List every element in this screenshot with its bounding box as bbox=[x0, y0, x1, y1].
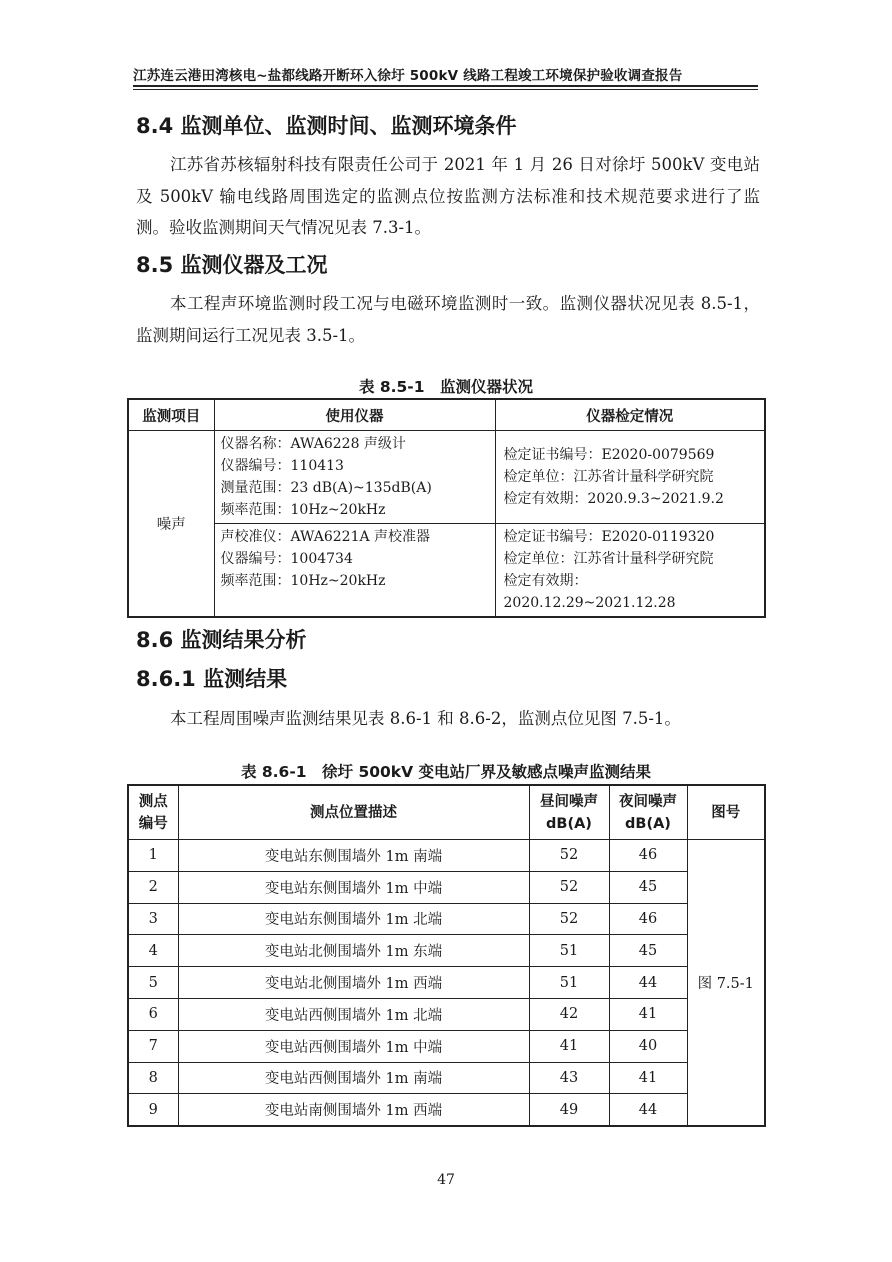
calibration-line: 检定有效期：2020.9.3~2021.9.2 bbox=[503, 491, 724, 507]
table-row bbox=[128, 935, 765, 967]
instrument-table bbox=[127, 398, 766, 618]
instrument-line: 测量范围：23 dB(A)~135dB(A) bbox=[220, 480, 432, 496]
table-row bbox=[128, 524, 765, 618]
night-noise: 45 bbox=[609, 871, 687, 903]
monitoring-item: 噪声 bbox=[128, 431, 214, 618]
day-noise: 41 bbox=[529, 1030, 609, 1062]
column-header-id: 测点 编号 bbox=[128, 785, 178, 840]
column-header-day: 昼间噪声 dB(A) bbox=[529, 785, 609, 840]
table-row bbox=[128, 998, 765, 1030]
point-id: 5 bbox=[128, 967, 178, 999]
table-row bbox=[128, 871, 765, 903]
section-paragraph-8-6-1: 本工程周围噪声监测结果见表 8.6-1 和 8.6-2，监测点位见图 7.5-1。 bbox=[170, 709, 681, 728]
instrument-line: 仪器编号：110413 bbox=[220, 458, 344, 474]
running-header: 江苏连云港田湾核电~盐都线路开断环入徐圩 500kV 线路工程竣工环境保护验收调查报告 bbox=[133, 68, 683, 84]
section-heading-8-5: 8.5 监测仪器及工况 bbox=[136, 253, 328, 277]
calibration-line: 检定有效期：2020.12.29~2021.12.28 bbox=[503, 573, 676, 611]
point-description: 变电站南侧围墙外 1m 西端 bbox=[178, 1094, 529, 1126]
day-noise: 43 bbox=[529, 1062, 609, 1094]
day-noise: 42 bbox=[529, 998, 609, 1030]
night-noise: 40 bbox=[609, 1030, 687, 1062]
day-noise: 52 bbox=[529, 903, 609, 935]
figure-reference: 图 7.5-1 bbox=[687, 840, 765, 1127]
day-noise: 52 bbox=[529, 840, 609, 872]
column-header-desc: 测点位置描述 bbox=[178, 785, 529, 840]
calibration-cell bbox=[495, 524, 765, 618]
night-noise: 41 bbox=[609, 998, 687, 1030]
table-header-row bbox=[128, 785, 765, 840]
day-noise: 49 bbox=[529, 1094, 609, 1126]
day-noise: 51 bbox=[529, 967, 609, 999]
instrument-line: 仪器编号：1004734 bbox=[220, 551, 353, 567]
night-noise: 45 bbox=[609, 935, 687, 967]
day-noise: 52 bbox=[529, 871, 609, 903]
night-noise: 46 bbox=[609, 840, 687, 872]
point-description: 变电站西侧围墙外 1m 中端 bbox=[178, 1030, 529, 1062]
point-id: 8 bbox=[128, 1062, 178, 1094]
column-header-night: 夜间噪声 dB(A) bbox=[609, 785, 687, 840]
calibration-line: 检定证书编号：E2020-0119320 bbox=[503, 529, 715, 545]
calibration-line: 检定证书编号：E2020-0079569 bbox=[503, 447, 715, 463]
point-description: 变电站北侧围墙外 1m 东端 bbox=[178, 935, 529, 967]
point-description: 变电站西侧围墙外 1m 南端 bbox=[178, 1062, 529, 1094]
calibration-cell bbox=[495, 431, 765, 524]
table-row bbox=[128, 1062, 765, 1094]
night-noise: 44 bbox=[609, 1094, 687, 1126]
calibration-line: 检定单位：江苏省计量科学研究院 bbox=[503, 469, 714, 485]
point-description: 变电站东侧围墙外 1m 北端 bbox=[178, 903, 529, 935]
night-noise: 46 bbox=[609, 903, 687, 935]
noise-results-table bbox=[127, 784, 766, 1127]
column-header-figure: 图号 bbox=[687, 785, 765, 840]
header-rule-thin bbox=[133, 89, 758, 90]
table-caption-8-6-1: 表 8.6-1 徐圩 500kV 变电站厂界及敏感点噪声监测结果 bbox=[240, 763, 652, 781]
night-noise: 41 bbox=[609, 1062, 687, 1094]
table-row bbox=[128, 1030, 765, 1062]
column-header: 仪器检定情况 bbox=[495, 399, 765, 431]
section-paragraph-8-4: 江苏省苏核辐射科技有限责任公司于 2021 年 1 月 26 日对徐圩 500kV 变电站及 500kV 输电线路周围选定的监测点位按监测方法标准和技术规范要求进行了监测。验收监测期间天气情况见表 7.3-1。 bbox=[136, 155, 760, 237]
column-header: 监测项目 bbox=[128, 399, 214, 431]
section-heading-8-6: 8.6 监测结果分析 bbox=[136, 628, 307, 652]
point-id: 9 bbox=[128, 1094, 178, 1126]
instrument-cell bbox=[214, 524, 495, 618]
point-id: 2 bbox=[128, 871, 178, 903]
section-heading-8-4: 8.4 监测单位、监测时间、监测环境条件 bbox=[136, 114, 517, 138]
calibration-line: 检定单位：江苏省计量科学研究院 bbox=[503, 551, 714, 567]
point-id: 4 bbox=[128, 935, 178, 967]
point-description: 变电站东侧围墙外 1m 南端 bbox=[178, 840, 529, 872]
table-row bbox=[128, 903, 765, 935]
table-row bbox=[128, 967, 765, 999]
table-row bbox=[128, 840, 765, 872]
point-id: 3 bbox=[128, 903, 178, 935]
table-header-row bbox=[128, 399, 765, 431]
instrument-line: 频率范围：10Hz~20kHz bbox=[220, 573, 386, 589]
day-noise: 51 bbox=[529, 935, 609, 967]
table-row bbox=[128, 1094, 765, 1126]
point-id: 6 bbox=[128, 998, 178, 1030]
column-header: 使用仪器 bbox=[214, 399, 495, 431]
point-description: 变电站西侧围墙外 1m 北端 bbox=[178, 998, 529, 1030]
point-description: 变电站东侧围墙外 1m 中端 bbox=[178, 871, 529, 903]
night-noise: 44 bbox=[609, 967, 687, 999]
instrument-line: 声校准仪：AWA6221A 声校准器 bbox=[220, 529, 431, 545]
instrument-line: 仪器名称：AWA6228 声级计 bbox=[220, 436, 406, 452]
instrument-line: 频率范围：10Hz~20kHz bbox=[220, 502, 386, 518]
page-number: 47 bbox=[437, 1172, 455, 1188]
section-heading-8-6-1: 8.6.1 监测结果 bbox=[136, 667, 288, 691]
instrument-cell bbox=[214, 431, 495, 524]
point-id: 7 bbox=[128, 1030, 178, 1062]
table-row bbox=[128, 431, 765, 524]
point-id: 1 bbox=[128, 840, 178, 872]
header-rule bbox=[133, 85, 758, 87]
section-paragraph-8-5: 本工程声环境监测时段工况与电磁环境监测时一致。监测仪器状况见表 8.5-1，监测期间运行工况见表 3.5-1。 bbox=[136, 294, 760, 345]
table-caption-8-5-1: 表 8.5-1 监测仪器状况 bbox=[358, 378, 534, 396]
point-description: 变电站北侧围墙外 1m 西端 bbox=[178, 967, 529, 999]
